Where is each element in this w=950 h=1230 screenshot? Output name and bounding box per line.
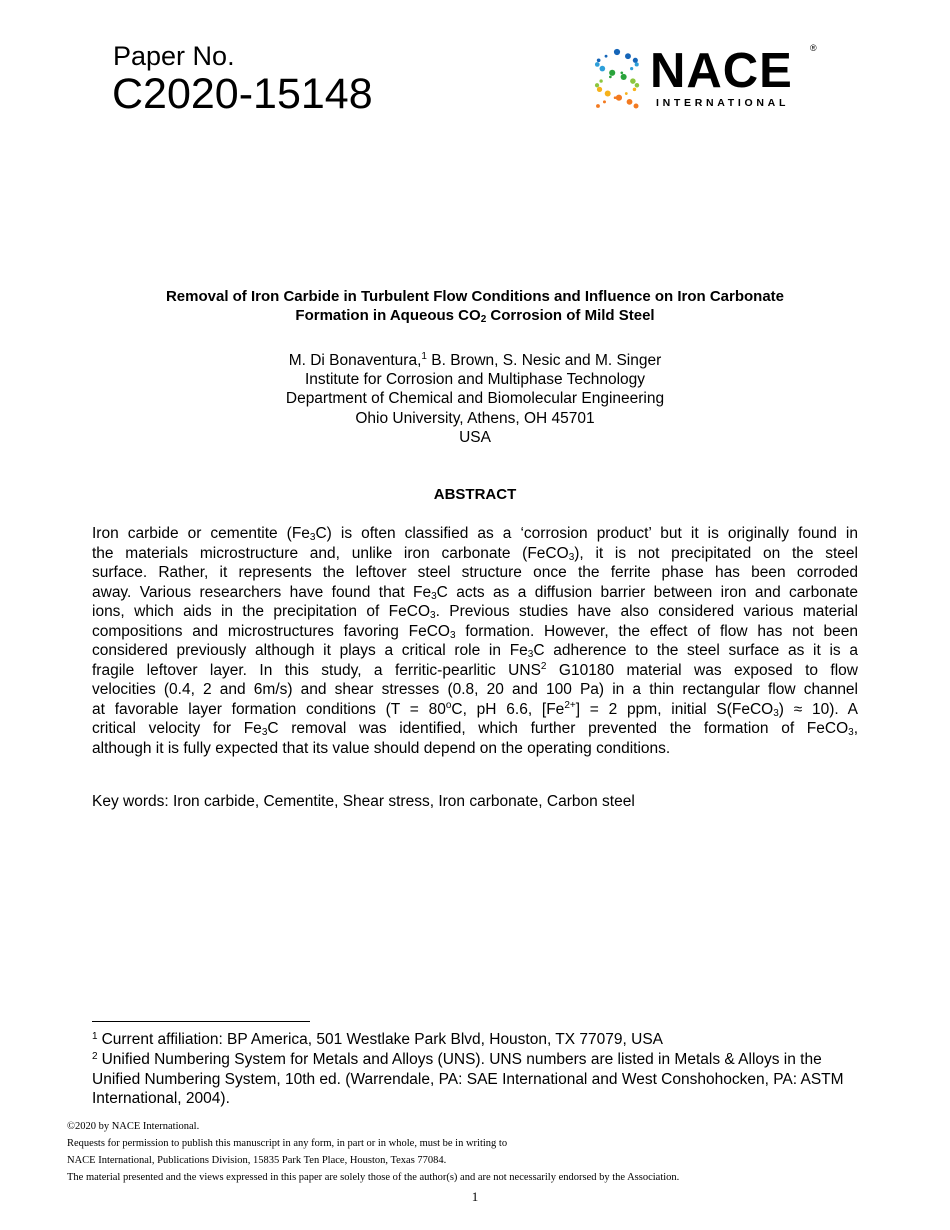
logo-dot [595, 83, 599, 87]
permission-notice: Requests for permission to publish this manuscript in any form, in part or in whole, must be in writing to [67, 1138, 508, 1149]
paper-title-line-2: Formation in Aqueous $CO_2$ Corrosion of Mild Steel [295, 307, 655, 325]
logo-dot [605, 55, 608, 58]
logo-dot [625, 92, 628, 95]
abstract-line: although it is fully expected that its value should depend on the operating conditions. [92, 739, 671, 757]
logo-wordmark: NACE [650, 44, 793, 98]
paper-number: C2020-15148 [112, 70, 373, 118]
logo-dot [614, 96, 617, 99]
affiliation-country: USA [459, 429, 491, 446]
logo-dot [597, 87, 602, 92]
paper-title-line-1: Removal of Iron Carbide in Turbulent Flow Conditions and Influence on Iron Carbonate [165, 288, 785, 305]
logo-dot [596, 104, 600, 108]
publisher-address: NACE International, Publications Division, 15835 Park Ten Place, Houston, Texas 77084. [67, 1155, 447, 1166]
logo-dot [599, 79, 602, 82]
logo-subtitle: INTERNATIONAL [656, 97, 790, 109]
footnote-divider [92, 1021, 310, 1022]
abstract-line: fragile leftover layer. In this study, a ferritic-pearlitic UNS$^2$ G10180 material was exposed to flow [92, 660, 858, 679]
logo-dot [605, 91, 611, 97]
affiliation-institute: Institute for Corrosion and Multiphase Technology [304, 371, 646, 388]
affiliation-university: Ohio University, Athens, OH 45701 [355, 410, 595, 427]
abstract-line: the materials microstructure and, unlike iron carbonate (FeCO$_3$), it is not precipitated on the steel [92, 544, 858, 563]
abstract-line: considered previously although it plays a critical role in $Fe_3C$ adherence to the steel surface as it is a [92, 642, 858, 660]
logo-dot [635, 83, 640, 88]
logo-dot [616, 51, 619, 54]
abstract-line: ions, which aids in the precipitation of FeCO$_3$. Previous studies have also considered various material [92, 603, 858, 621]
logo-dot [600, 66, 606, 72]
logo-dot [595, 62, 600, 67]
abstract-heading: ABSTRACT [433, 486, 517, 503]
logo-dot [621, 74, 627, 80]
nace-logo [584, 44, 824, 114]
page-number: 1 [471, 1189, 479, 1204]
abstract-line: at favorable layer formation conditions ($T = 80^oC$, pH 6.6, $[Fe^{2+}] = 2$ ppm, initial S(FeCO$_3$) ≈ 10). A [92, 699, 859, 719]
logo-dot [630, 67, 633, 70]
disclaimer: The material presented and the views expressed in this paper are solely those of the author(s) and are not necessarily endorsed by the Association. [67, 1172, 680, 1183]
abstract-line: surface. Rather, it represents the leftover steel structure once the ferrite phase has been corroded [92, 564, 858, 581]
abstract-line: critical velocity for $Fe_3C$ removal was identified, which further prevented the formation of FeCO$_3$, [92, 720, 859, 738]
logo-dot [633, 88, 637, 92]
logo-dot [625, 53, 631, 59]
copyright-notice: ©2020 by NACE International. [67, 1121, 200, 1132]
affiliation-department: Department of Chemical and Biomolecular Engineering [285, 390, 665, 407]
logo-dot [633, 58, 638, 63]
abstract-body [92, 524, 858, 758]
logo-dot [616, 95, 622, 101]
keywords: Key words: Iron carbide, Cementite, Shear stress, Iron carbonate, Carbon steel [92, 793, 635, 810]
logo-dot [635, 62, 639, 66]
logo-dot [603, 100, 606, 103]
logo-registered-mark: ® [810, 43, 817, 53]
footnote-2: $^2$ Unified Numbering System for Metals and Alloys (UNS). UNS numbers are listed in Metals & Alloys in the Unified Numbering System, 10th ed. (Warrendale, PA: SAE International and West Conshohocken, PA: ASTM International, 2004). [92, 1051, 844, 1107]
logo-dot [630, 78, 636, 84]
logo-dot [597, 58, 601, 62]
abstract-line: compositions and microstructures favoring FeCO$_3$ formation. However, the effect of flow has not been [92, 622, 858, 641]
logo-dot [620, 71, 623, 74]
paper-label: Paper No. [113, 41, 235, 71]
logo-dot [609, 76, 612, 79]
logo-dot [609, 70, 615, 76]
abstract-line: away. Various researchers have found that $Fe_3C$ acts as a diffusion barrier between iron and carbonate [92, 583, 859, 602]
logo-dot [634, 104, 639, 109]
abstract-line: Iron carbide or cementite $(Fe_3C)$ is often classified as a ‘corrosion product’ but it is originally found in [92, 525, 858, 543]
logo-dot [627, 99, 633, 105]
abstract-line: velocities (0.4, 2 and 6m/s) and shear stresses (0.8, 20 and 100 Pa) in a thin rectangular flow channel [92, 681, 858, 698]
footnote-1: $^1$ Current affiliation: BP America, 501 Westlake Park Blvd, Houston, TX 77079, USA [92, 1031, 664, 1048]
author-list: M. Di Bonaventura,$^1$ B. Brown, S. Nesic and M. Singer [288, 351, 662, 369]
nace-helix-icon [584, 46, 650, 112]
